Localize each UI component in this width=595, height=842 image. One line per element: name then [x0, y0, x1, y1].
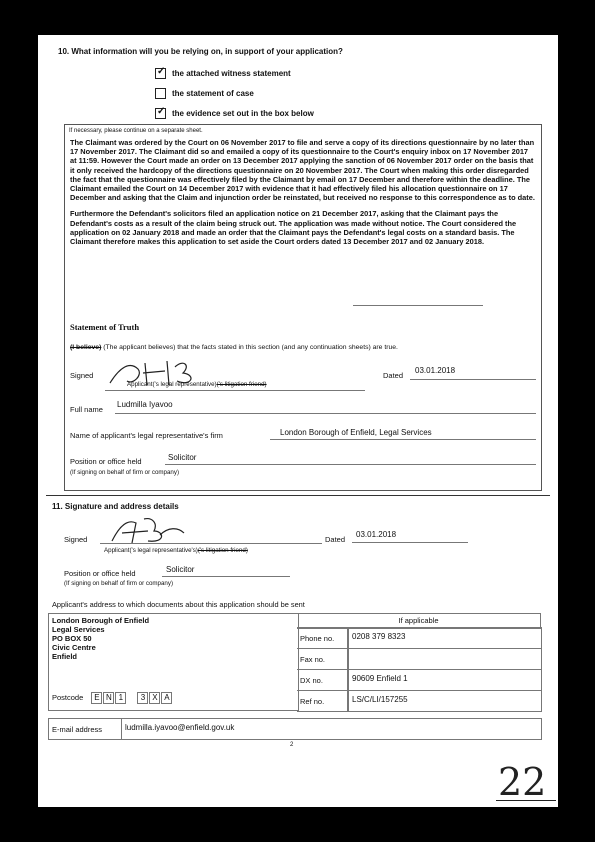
- q11-signer-role: Applicant('s legal representative's): [104, 547, 198, 554]
- fax-label: Fax no.: [300, 655, 326, 664]
- i-believe-struck: (I believe): [70, 344, 102, 351]
- phone-value: 0208 379 8323: [352, 632, 406, 641]
- ref-label-cell: [297, 690, 348, 712]
- truth-text: (The applicant believes) that the facts stated in this section (and any continuation sheets) are true.: [101, 344, 398, 351]
- fax-label-cell: [297, 648, 348, 670]
- address-line: PO BOX 50: [52, 634, 92, 643]
- truth-signed-label: Signed: [70, 371, 94, 380]
- q11-position-value: Solicitor: [166, 565, 195, 574]
- address-line: Enfield: [52, 652, 78, 661]
- evidence-paragraph-2: Furthermore the Defendant's solicitors filed an application notice on 21 December 2017, asking that the Claimant pays the Defendant's costs as a result of the claim being struck out. The application was made without notice. The Court considered the application on 02 January 2018 and made an order that the Claimant pays the Defendant's legal costs on a standard basis. The Claimant therefore makes this application to set aside the Court orders dated 13 December 2017 and 02 January 2018.: [70, 209, 517, 247]
- if-applicable-text: If applicable: [398, 616, 439, 625]
- postcode-char: 3: [137, 692, 148, 704]
- q11-position-label: Position or office held: [64, 569, 136, 578]
- email-value: ludmilla.iyavoo@enfield.gov.uk: [125, 723, 235, 732]
- q11-dated-line: [352, 542, 468, 543]
- witness-statement-label: the attached witness statement: [172, 69, 291, 78]
- statement-of-case-checkbox[interactable]: [155, 88, 166, 99]
- truth-signer-role: Applicant('s legal representative): [127, 381, 217, 388]
- q11-dated-value: 03.01.2018: [356, 530, 397, 539]
- phone-label: Phone no.: [300, 634, 335, 643]
- fax-value: [349, 649, 541, 653]
- postcode-char: A: [161, 692, 172, 704]
- statement-of-case-label: the statement of case: [172, 89, 254, 98]
- fullname-line: [115, 413, 536, 414]
- firm-value: London Borough of Enfield, Legal Services: [280, 428, 432, 437]
- evidence-box-checkbox[interactable]: [155, 108, 166, 119]
- q10-heading: 10. What information will you be relying on, in support of your application?: [58, 47, 343, 56]
- form-page: [38, 35, 558, 807]
- dx-value-cell[interactable]: [348, 669, 542, 691]
- q11-position-note: (If signing on behalf of firm or company): [64, 580, 174, 587]
- phone-label-cell: [297, 627, 348, 649]
- email-label: E-mail address: [52, 725, 103, 734]
- address-line: London Borough of Enfield: [52, 616, 150, 625]
- postcode-char: E: [91, 692, 102, 704]
- address-line: Legal Services: [52, 625, 105, 634]
- truth-position-value: Solicitor: [168, 453, 197, 462]
- address-line: Civic Centre: [52, 643, 96, 652]
- q11-heading: 11. Signature and address details: [52, 502, 179, 511]
- truth-dated-value: 03.01.2018: [415, 366, 456, 375]
- postcode-part-2[interactable]: [137, 693, 173, 702]
- postcode-row: [52, 692, 173, 704]
- q11-litigation-struck: ('s litigation friend): [197, 547, 248, 554]
- section-divider: [46, 495, 550, 496]
- address-box[interactable]: [48, 613, 299, 711]
- underline: [353, 305, 483, 306]
- truth-position-note: (If signing on behalf of firm or company): [70, 469, 180, 476]
- truth-position-line: [165, 464, 536, 465]
- evidence-box-label: the evidence set out in the box below: [172, 109, 314, 118]
- firm-label: Name of applicant's legal representative's firm: [70, 431, 223, 440]
- fax-value-cell[interactable]: [348, 648, 542, 670]
- fullname-label: Full name: [70, 405, 103, 414]
- postcode-part-1[interactable]: [91, 693, 129, 702]
- witness-statement-checkbox[interactable]: [155, 68, 166, 79]
- page-number: 2: [290, 742, 294, 748]
- handwritten-page-number: 22: [498, 760, 547, 804]
- q11-signed-label: Signed: [64, 535, 88, 544]
- evidence-text: [70, 138, 536, 253]
- ref-value-cell[interactable]: [348, 690, 542, 712]
- truth-litigation-struck: ('s litigation friend): [216, 381, 267, 388]
- email-value-cell[interactable]: [121, 718, 542, 740]
- truth-statement: [70, 344, 398, 351]
- ref-value: LS/C/LI/157255: [352, 695, 408, 704]
- address-lines: [52, 616, 149, 661]
- dx-label: DX no.: [300, 676, 323, 685]
- q11-signer-caption: [104, 547, 248, 554]
- truth-dated-label: Dated: [383, 371, 404, 380]
- postcode-char: N: [103, 692, 114, 704]
- address-heading: Applicant's address to which documents about this application should be sent: [52, 600, 305, 609]
- ref-label: Ref no.: [300, 697, 325, 706]
- truth-position-label: Position or office held: [70, 457, 142, 466]
- truth-signature-line: [105, 390, 365, 391]
- postcode-char: 1: [115, 692, 126, 704]
- handwritten-underline: [496, 800, 556, 801]
- statement-of-truth-title: Statement of Truth: [70, 322, 140, 332]
- q11-position-line: [162, 576, 290, 577]
- continue-note: If necessary, please continue on a separate sheet.: [69, 128, 203, 134]
- q11-signature-line: [100, 543, 322, 544]
- postcode-char: X: [149, 692, 160, 704]
- dx-value: 90609 Enfield 1: [352, 674, 408, 683]
- postcode-label: Postcode: [52, 693, 84, 702]
- phone-value-cell[interactable]: [348, 627, 542, 649]
- truth-signer-caption: [127, 381, 267, 388]
- evidence-box: [64, 124, 542, 491]
- email-label-cell: [48, 718, 122, 740]
- fullname-value: Ludmilla Iyavoo: [117, 400, 173, 409]
- truth-dated-line: [410, 379, 536, 380]
- firm-line: [270, 439, 536, 440]
- evidence-paragraph-1: The Claimant was ordered by the Court on 06 November 2017 to file and serve a copy of its directions questionnaire by no later than 17 November 2017. The Claimant did so and emailed a copy of its questionnaire to the Court's enquiry inbox on 17 November 2017 at 11:59. However the Court made an order on 13 December 2017 applying the sanction of 06 November 2017 order on the basis that it only received the hardcopy of the directions questionnaire on 20 November 2017. The Court when making this order disregarded the fact that the questionnaire was effectively filed by the Claimant by email on 17 December and therefore within the deadline. The Claimant emailed the Court on 14 December 2017 with evidence that it had effectively filed his allocation questionnaire on 17 December and asking that the Claim and injunction order be reinstated, but received no response to this correspondence as to date.: [70, 138, 535, 203]
- dx-label-cell: [297, 669, 348, 691]
- q11-dated-label: Dated: [325, 535, 346, 544]
